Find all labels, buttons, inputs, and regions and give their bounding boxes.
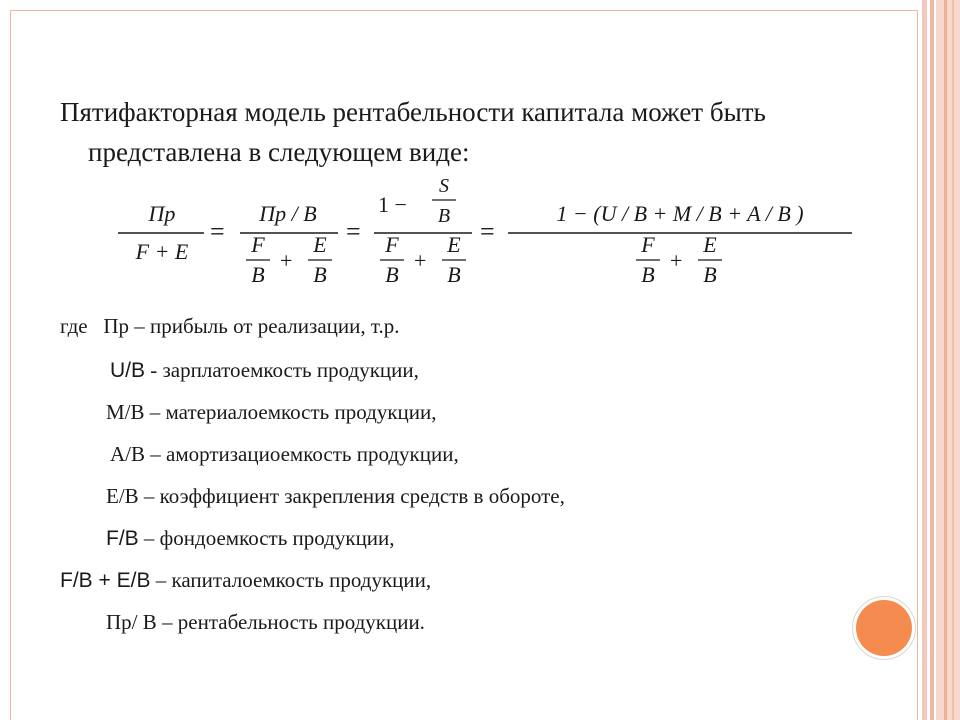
definition-term: М/В [106, 400, 145, 424]
definition-text: – материалоемкость продукции, [144, 400, 437, 424]
decor-stripe [952, 0, 954, 720]
f4-den-b1: B [641, 262, 655, 287]
intro-text [60, 92, 900, 172]
definition-term: А/В [110, 442, 146, 466]
definition-term: F/B + E/B [60, 569, 151, 592]
definition-text: – капиталоемкость продукции, [150, 568, 432, 592]
definition-term: Пр/ В [106, 610, 157, 634]
intro-line-1: Пятифакторная модель рентабельности капитала может быть [60, 97, 766, 127]
intro-line-2: представлена в следующем виде: [88, 137, 470, 167]
equals-3: = [480, 217, 495, 246]
where-label: где [60, 314, 88, 338]
f3-s: S [439, 176, 449, 197]
f3-b-top: B [437, 205, 451, 227]
definition-text: – коэффициент закрепления средств в обороте, [138, 484, 565, 508]
definition-item [110, 358, 419, 383]
f3-den-f: F [385, 232, 399, 257]
f3-plus: + [414, 248, 427, 273]
definition-term: Пр [103, 314, 129, 338]
definition-item [106, 526, 395, 551]
f4-den-e: E [703, 232, 717, 257]
definition-text: - зарплатоемкость продукции, [145, 358, 419, 382]
equals-1: = [210, 217, 225, 246]
f2-den-b1: B [251, 262, 265, 287]
f2-den-b2: B [313, 262, 327, 287]
equals-2: = [346, 217, 361, 246]
f3-den-e: E [447, 232, 461, 257]
f1-numerator: Пр [148, 201, 176, 226]
f3-one-minus: 1 − [378, 192, 407, 217]
definition-term: F/B [106, 527, 139, 550]
accent-circle [856, 600, 912, 656]
definition-item [106, 610, 425, 635]
decor-stripe [922, 0, 927, 720]
f2-plus: + [280, 248, 293, 273]
definition-term: Е/В [106, 484, 139, 508]
definition-item [106, 400, 437, 425]
definition-item [60, 314, 399, 339]
f4-plus: + [670, 248, 683, 273]
definition-text: – прибыль от реализации, т.р. [129, 314, 400, 338]
formula [110, 176, 870, 296]
f3-den-b1: B [385, 262, 399, 287]
f4-den-b2: B [703, 262, 717, 287]
definition-item [110, 442, 459, 467]
f4-den-f: F [641, 232, 655, 257]
definition-term: U/B [110, 359, 146, 382]
definition-text: – фондоемкость продукции, [138, 526, 395, 550]
decor-stripe [930, 0, 934, 720]
definition-item [60, 568, 431, 593]
f4-numerator: 1 − (U / B + M / B + A / B ) [556, 201, 804, 226]
definition-item [106, 484, 565, 509]
f2-den-e: E [313, 232, 327, 257]
decor-stripe [936, 0, 960, 720]
f3-den-b2: B [447, 262, 461, 287]
definition-text: – рентабельность продукции. [156, 610, 425, 634]
f2-den-f: F [251, 232, 265, 257]
f2-numerator: Пр / В [259, 201, 317, 226]
definition-text: – амортизациоемкость продукции, [145, 442, 459, 466]
decor-stripe [944, 0, 947, 720]
f1-denominator: F + E [135, 239, 189, 264]
